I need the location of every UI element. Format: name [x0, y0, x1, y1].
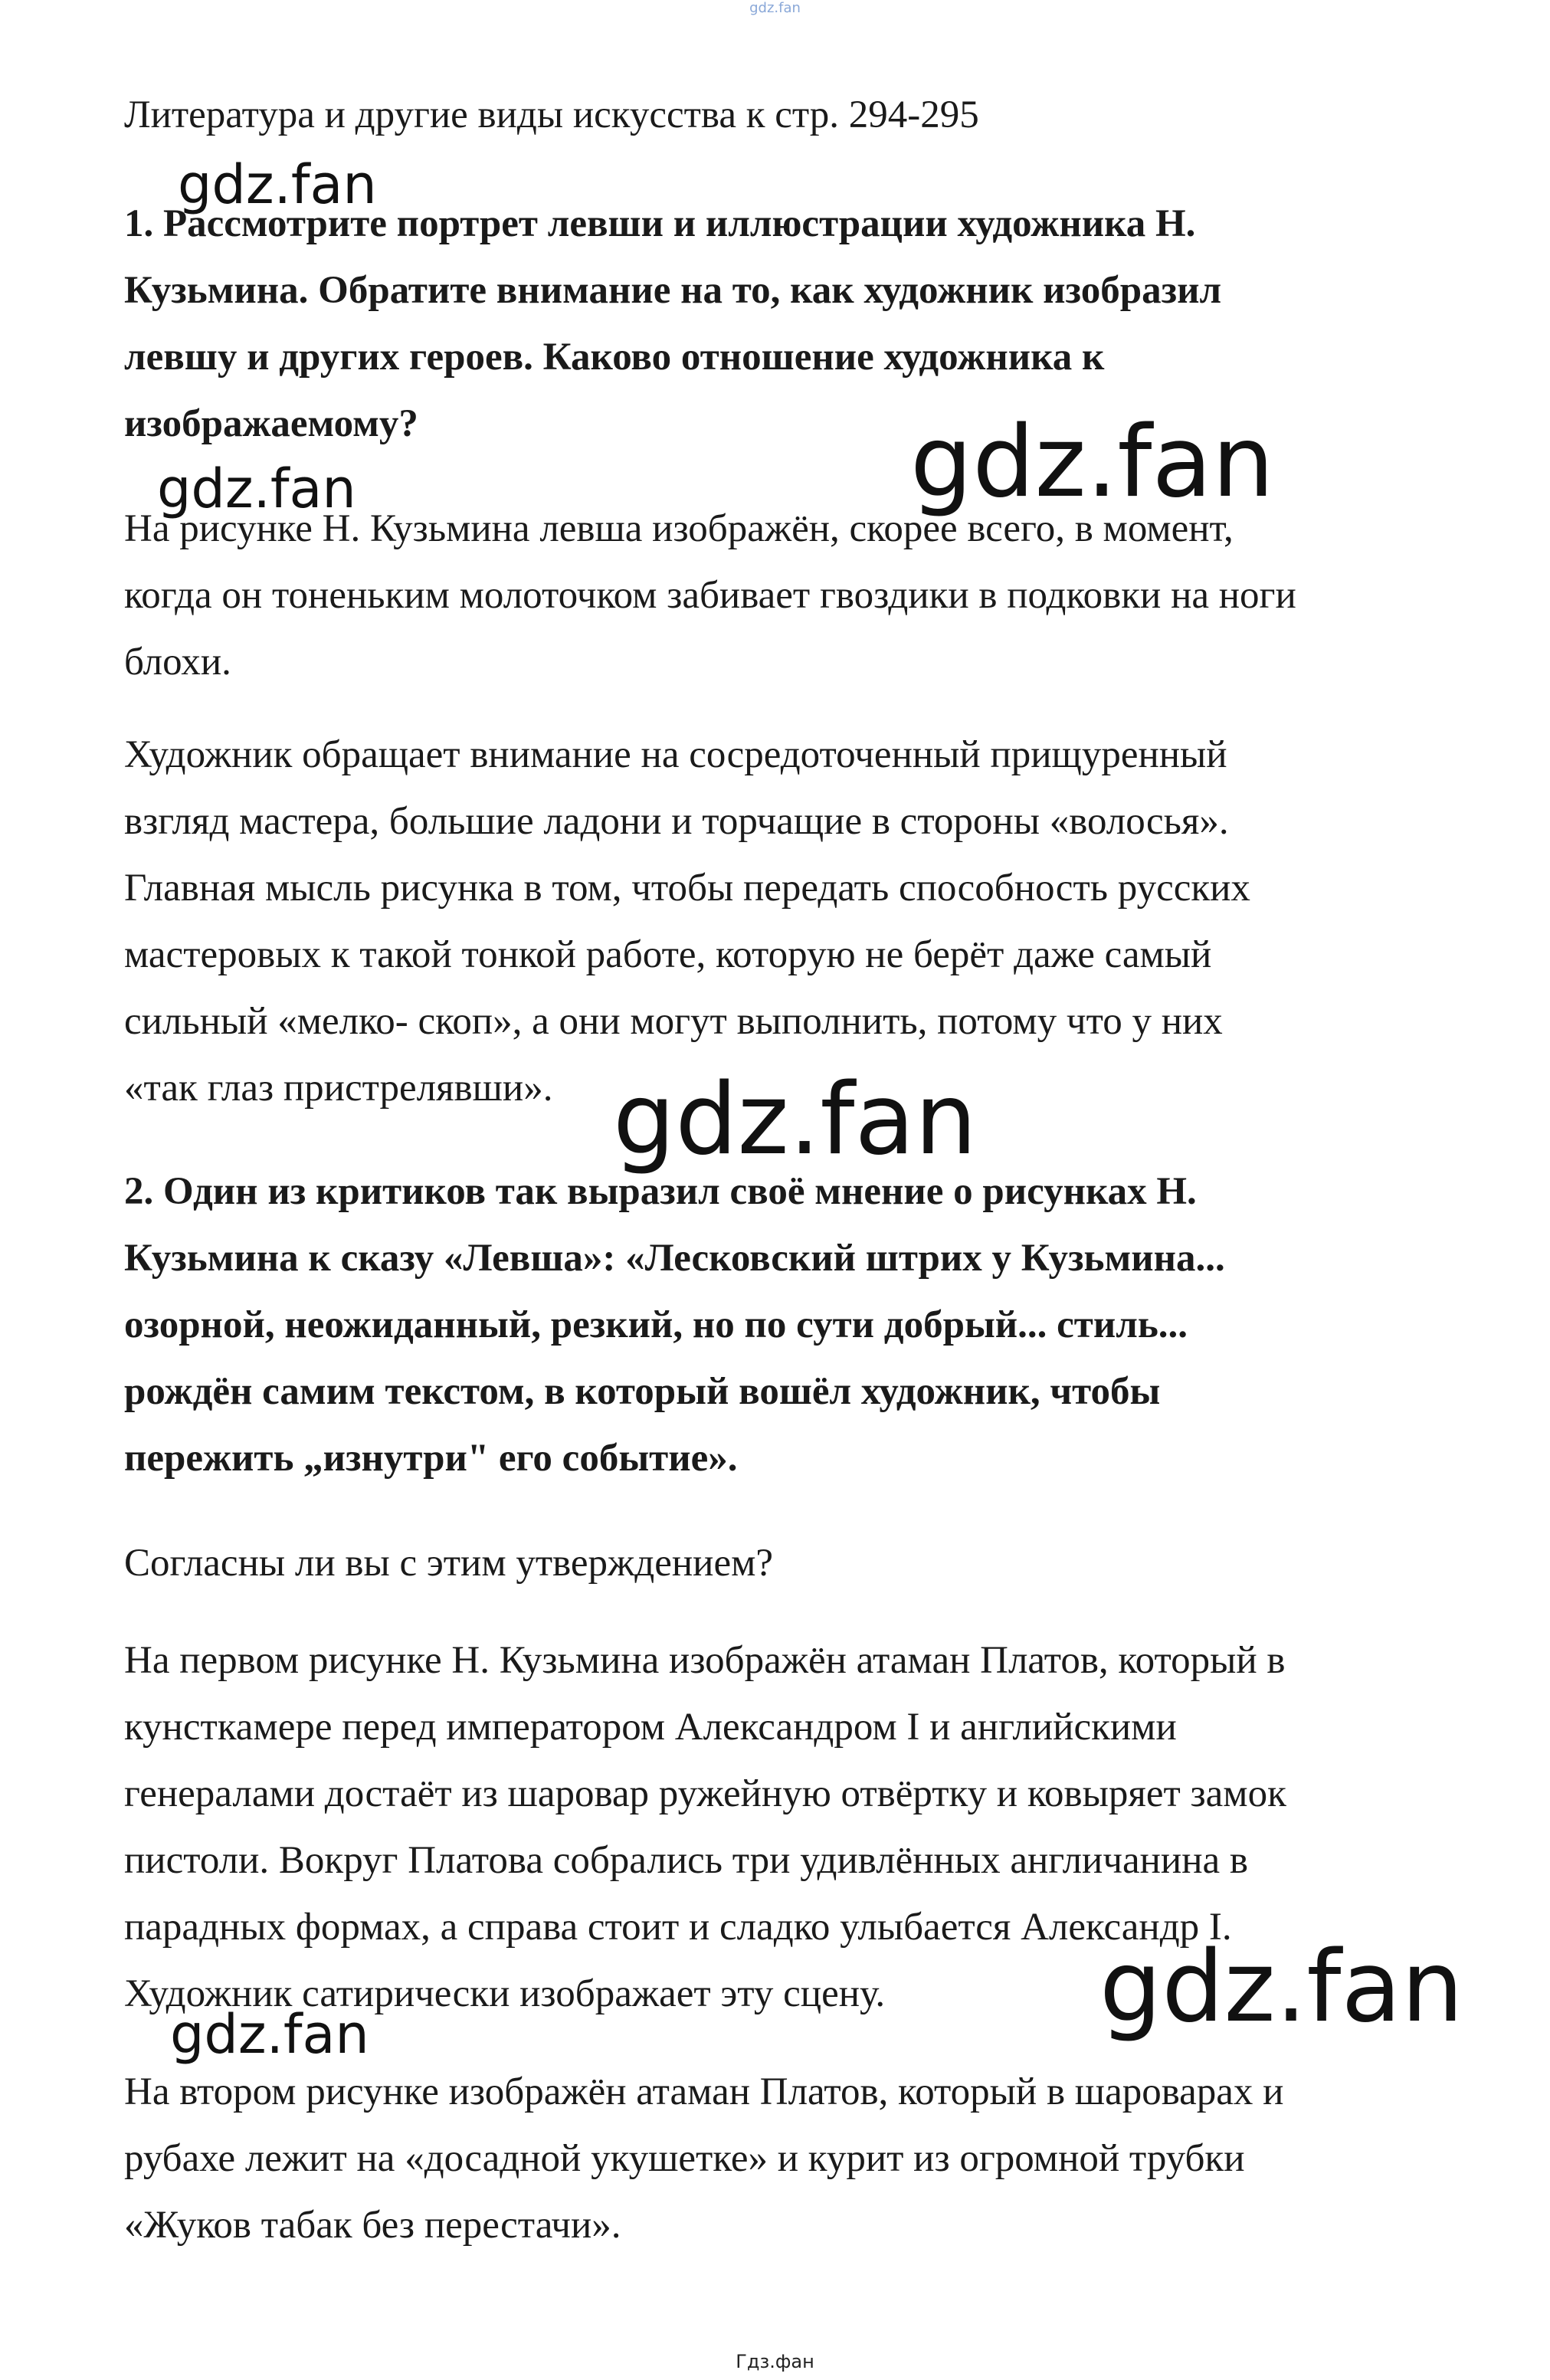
answer-line: Художник сатирически изображает эту сцену. — [124, 1972, 886, 2015]
answer-line: На втором рисунке изображён атаман Платов, который в шароварах и — [124, 2070, 1284, 2113]
watermark: gdz.fan — [157, 457, 356, 520]
top-watermark: gdz.fan — [749, 0, 801, 16]
answer-line: генералами достаёт из шаровар ружейную отвёртку и ковыряет замок — [124, 1772, 1286, 1815]
page-title: Литература и другие виды искусства к стр. 294-295 — [124, 93, 979, 136]
answer-line: взгляд мастера, большие ладони и торчащие в стороны «волосья». — [124, 800, 1229, 843]
answer-line: «Жуков табак без перестачи». — [124, 2204, 621, 2247]
question-1-line: Кузьмина. Обратите внимание на то, как художник изобразил — [124, 269, 1222, 312]
answer-line: На первом рисунке Н. Кузьмина изображён атаман Платов, который в — [124, 1639, 1286, 1682]
question-2-line: рождён самим текстом, в который вошёл художник, чтобы — [124, 1370, 1161, 1413]
answer-line: блохи. — [124, 641, 231, 684]
answer-line: мастеровых к такой тонкой работе, которую не берёт даже самый — [124, 933, 1212, 976]
question-2-line: Кузьмина к сказу «Левша»: «Лесковский штрих у Кузьмина... — [124, 1237, 1225, 1280]
answer-line: Художник обращает внимание на сосредоточенный прищуренный — [124, 733, 1227, 776]
question-1-line: 1. Рассмотрите портрет левши и иллюстрации художника Н. — [124, 202, 1196, 245]
answer-line: Главная мысль рисунка в том, чтобы передать способность русских — [124, 867, 1250, 910]
question-2-line: озорной, неожиданный, резкий, но по сути добрый... стиль... — [124, 1303, 1188, 1346]
question-1-line: левшу и других героев. Каково отношение художника к — [124, 336, 1105, 379]
answer-line: рубахе лежит на «досадной укушетке» и курит из огромной трубки — [124, 2137, 1245, 2180]
watermark: gdz.fan — [613, 1063, 977, 1177]
watermark: gdz.fan — [1099, 1930, 1463, 2044]
watermark: gdz.fan — [170, 2003, 369, 2066]
watermark: gdz.fan — [178, 153, 377, 216]
watermark: gdz.fan — [910, 405, 1274, 520]
answer-line: парадных формах, а справа стоит и сладко улыбается Александр I. — [124, 1906, 1232, 1949]
answer-line: пистоли. Вокруг Платова собрались три удивлённых англичанина в — [124, 1839, 1248, 1882]
question-2-prompt: Согласны ли вы с этим утверждением? — [124, 1542, 774, 1585]
answer-line: сильный «мелко- скоп», а они могут выполнить, потому что у них — [124, 1000, 1223, 1043]
question-2-line: пережить „изнутри" его событие». — [124, 1437, 738, 1480]
answer-line: кунсткамере перед императором Александром I и английскими — [124, 1706, 1177, 1749]
answer-line: когда он тоненьким молоточком забивает гвоздики в подковки на ноги — [124, 574, 1296, 617]
answer-line: На рисунке Н. Кузьмина левша изображён, скорее всего, в момент, — [124, 507, 1234, 550]
answer-line: «так глаз пристрелявши». — [124, 1067, 553, 1110]
question-1-line: изображаемому? — [124, 402, 418, 445]
question-2-line: 2. Один из критиков так выразил своё мнение о рисунках Н. — [124, 1170, 1197, 1213]
page-footer: Гдз.фан — [736, 2351, 814, 2372]
